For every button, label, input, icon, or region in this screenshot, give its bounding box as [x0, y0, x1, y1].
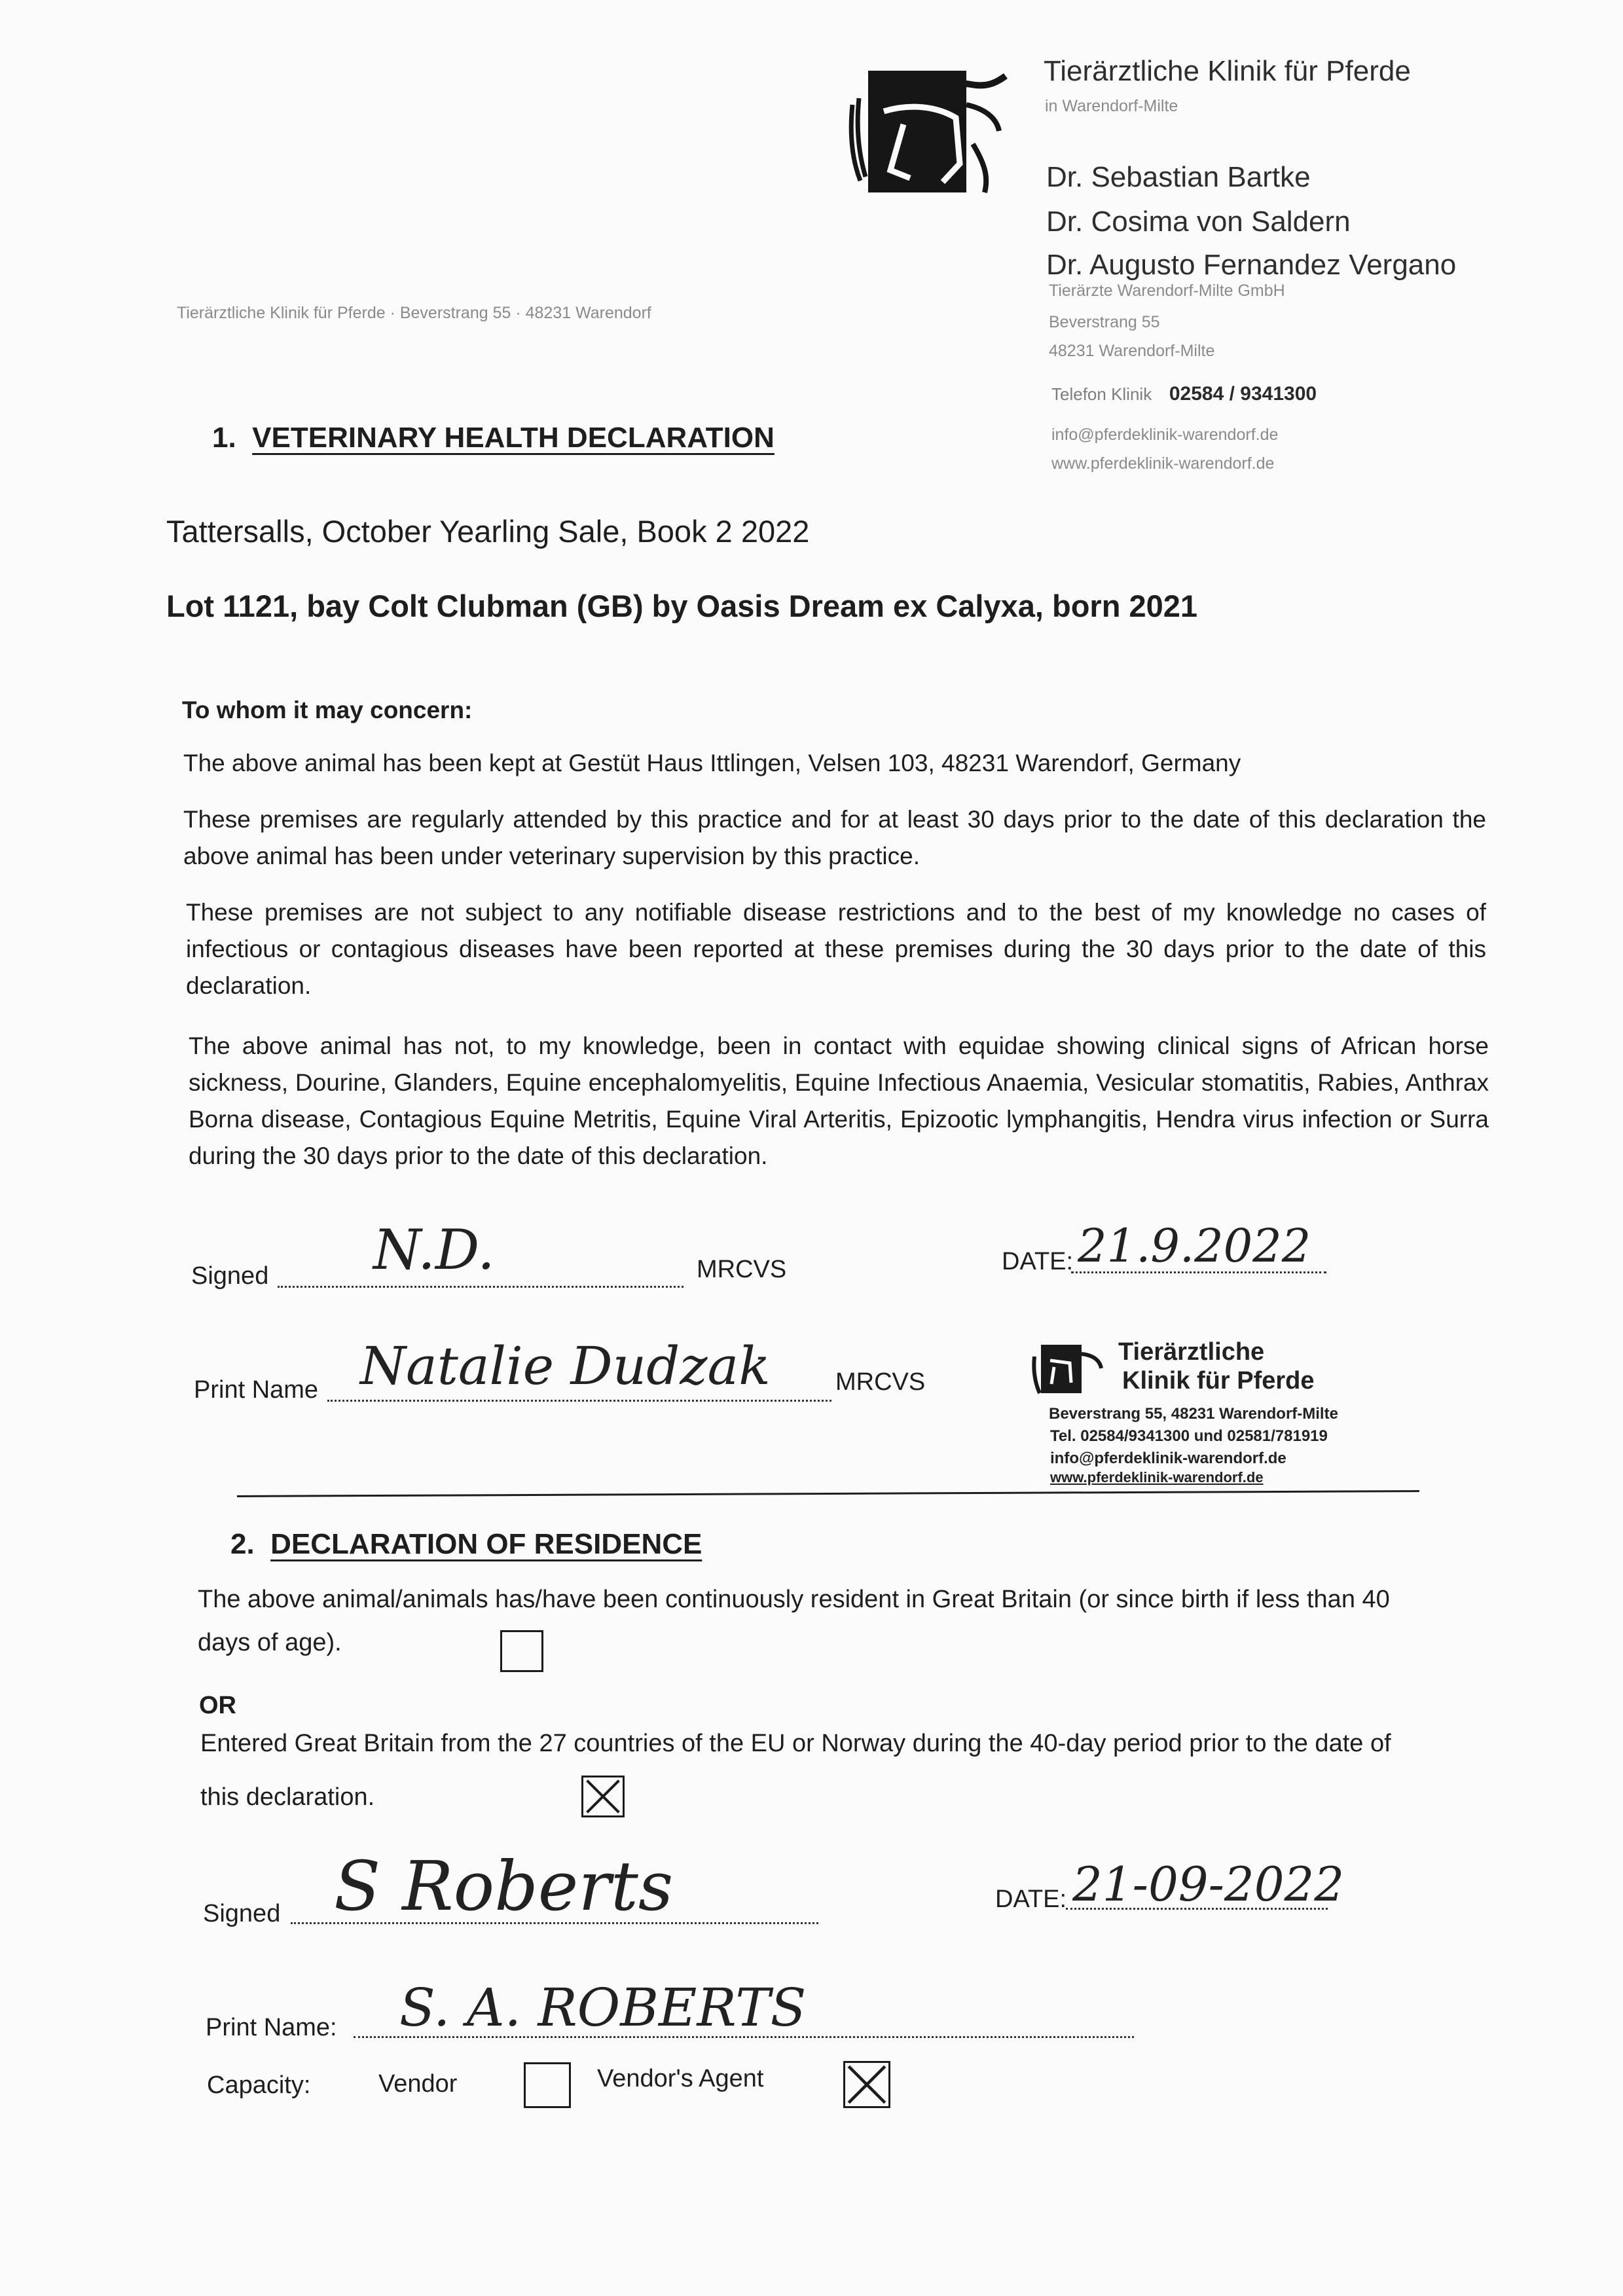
paragraph-contact: The above animal has not, to my knowledge, been in contact with equidae showing clinical signs of African horse sickness, Dourine, Glanders, Equine encephalomyelitis, Equine Infectious Anaemia, Vesicular stomatitis, Rabies, Anthrax Borna disease, Contagious Equine Metritis, Equine Viral Arteritis, Epizootic lymphangitis, Hendra virus infection or Surra during the 30 days prior to the date of this declaration.: [189, 1032, 1489, 1169]
doctor-1: Dr. Sebastian Bartke: [1046, 161, 1311, 193]
company-city: 48231 Warendorf-Milte: [1049, 342, 1215, 360]
signature-2: S Roberts: [334, 1846, 674, 1926]
vendor-checkbox[interactable]: [524, 2062, 571, 2108]
print-name-label-2: Print Name:: [206, 2014, 337, 2041]
stamp-phone: Tel. 02584/9341300 und 02581/781919: [1050, 1427, 1328, 1445]
date-label-2: DATE:: [995, 1886, 1067, 1913]
stamp-name-line1: Tierärztliche: [1118, 1338, 1265, 1366]
company-email: info@pferdeklinik-warendorf.de: [1051, 426, 1279, 444]
residence-option1-line1: The above animal/animals has/have been continuously resident in Great Britain (or since birth if less than 40: [198, 1586, 1390, 1613]
section2-number: 2.: [230, 1528, 255, 1560]
date-value-1: 21.9.2022: [1078, 1219, 1311, 1273]
clinic-stamp: [1032, 1333, 1425, 1490]
option2-checkbox[interactable]: [581, 1776, 625, 1817]
vendors-agent-checkbox[interactable]: [843, 2061, 890, 2108]
lot-description: Lot 1121, bay Colt Clubman (GB) by Oasis Dream ex Calyxa, born 2021: [166, 589, 1198, 623]
residence-option1-line2: days of age).: [198, 1629, 342, 1656]
phone-number: 02584 / 9341300: [1169, 383, 1317, 405]
checkbox-x-mark: [583, 1777, 623, 1815]
or-label: OR: [199, 1692, 236, 1719]
sale-name: Tattersalls, October Yearling Sale, Book 2 2022: [166, 514, 810, 549]
vendor-label: Vendor: [378, 2070, 458, 2098]
section-divider: [237, 1490, 1419, 1497]
sender-return-line: Tierärztliche Klinik für Pferde · Beverstrang 55 · 48231 Warendorf: [177, 304, 651, 322]
checkbox-x-mark: [845, 2063, 888, 2106]
company-phone: [1051, 381, 1317, 405]
doctor-3: Dr. Augusto Fernandez Vergano: [1046, 249, 1457, 281]
date-value-2: 21-09-2022: [1072, 1857, 1345, 1912]
section1-number: 1.: [212, 422, 236, 454]
signed-label-2: Signed: [203, 1900, 281, 1927]
company-name: Tierärzte Warendorf-Milte GmbH: [1049, 282, 1285, 300]
paragraph-premises: The above animal has been kept at Gestüt Haus Ittlingen, Velsen 103, 48231 Warendorf, Germany: [183, 750, 1241, 776]
stamp-email: info@pferdeklinik-warendorf.de: [1050, 1449, 1286, 1467]
residence-option2-line1: Entered Great Britain from the 27 countries of the EU or Norway during the 40-day period prior to the date of: [200, 1730, 1391, 1757]
print-name-value-2: S. A. ROBERTS: [399, 1977, 807, 2038]
clinic-name: Tierärztliche Klinik für Pferde: [1044, 55, 1411, 87]
mrcvs-label-2: MRCVS: [835, 1368, 926, 1396]
section1-title: VETERINARY HEALTH DECLARATION: [252, 422, 775, 454]
residence-option2-line2: this declaration.: [200, 1783, 375, 1811]
company-web: www.pferdeklinik-warendorf.de: [1051, 454, 1275, 473]
section2-title: DECLARATION OF RESIDENCE: [270, 1528, 702, 1560]
signed-label-1: Signed: [191, 1262, 269, 1290]
section1-heading: [212, 422, 775, 454]
print-name-line-1: [327, 1400, 831, 1402]
capacity-label: Capacity:: [207, 2071, 311, 2099]
stamp-name-line2: Klinik für Pferde: [1122, 1367, 1315, 1394]
stamp-address: Beverstrang 55, 48231 Warendorf-Milte: [1049, 1405, 1338, 1423]
paragraph-supervision: These premises are regularly attended by this practice and for at least 30 days prior to the date of this declaration the above animal has been under veterinary supervision by this practice.: [183, 806, 1486, 869]
clinic-location: in Warendorf-Milte: [1045, 97, 1178, 115]
company-street: Beverstrang 55: [1049, 313, 1160, 331]
option1-checkbox[interactable]: [500, 1630, 543, 1672]
doctor-2: Dr. Cosima von Saldern: [1046, 206, 1351, 238]
print-name-label-1: Print Name: [194, 1376, 319, 1404]
signature-line-1: [278, 1286, 684, 1288]
vendors-agent-label: Vendor's Agent: [597, 2065, 764, 2092]
salutation: To whom it may concern:: [182, 697, 473, 723]
paragraph-restrictions: These premises are not subject to any notifiable disease restrictions and to the best of my knowledge no cases of infectious or contagious diseases have been reported at these premises during the 30 days prior to the date of this declaration.: [186, 899, 1486, 999]
date-label-1: DATE:: [1002, 1248, 1074, 1275]
phone-label: Telefon Klinik: [1051, 384, 1152, 404]
clinic-horse-logo: [845, 65, 1021, 196]
print-name-value-1: Natalie Dudzak: [360, 1336, 771, 1396]
signature-1: N.D.: [373, 1218, 495, 1282]
stamp-horse-icon: [1032, 1341, 1104, 1396]
mrcvs-label-1: MRCVS: [697, 1256, 787, 1283]
stamp-web: www.pferdeklinik-warendorf.de: [1050, 1469, 1264, 1485]
section2-heading: [230, 1528, 702, 1561]
